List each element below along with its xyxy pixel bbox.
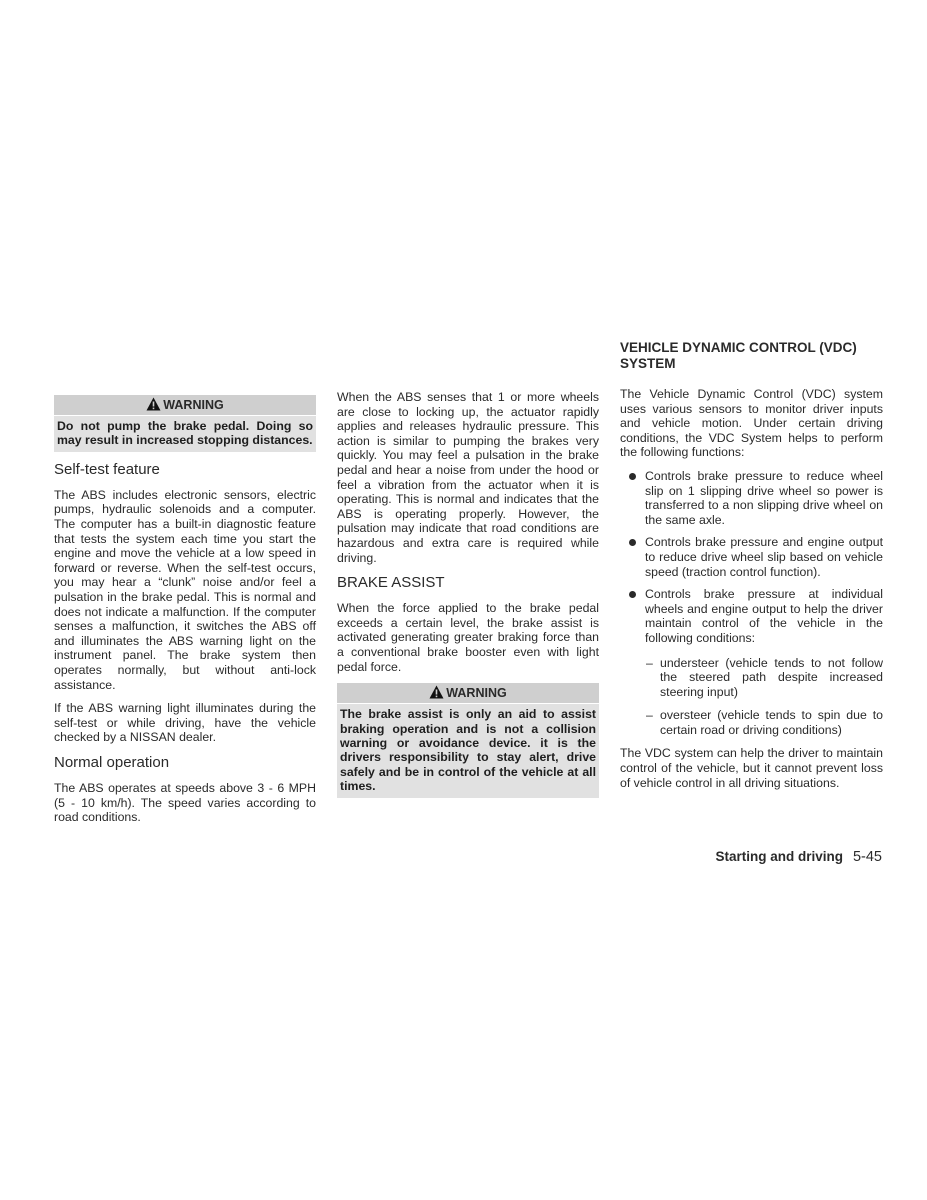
abs-actuator-paragraph: When the ABS senses that 1 or more wheels are close to locking up, the actuator rapidly applies and releases hydraulic pressure. This action is similar to pumping the brakes very quickly. You may feel a pulsation in the brake pedal and hear a noise from under the hood or feel a vibration from the actuator when it is operating. This is normal and indicates that the ABS is operating properly. However, the pulsation may indicate that road conditions are hazardous and extra care is required while driving.: [337, 390, 599, 565]
column-left: [54, 395, 316, 834]
vdc-intro-paragraph: The Vehicle Dynamic Control (VDC) system uses various sensors to monitor driver inputs and vehicle motion. Under certain driving conditions, the VDC System helps to perform the following functions:: [620, 387, 883, 460]
vdc-section-heading: VEHICLE DYNAMIC CONTROL (VDC) SYSTEM: [620, 340, 857, 371]
sub-list-item: – oversteer (vehicle tends to spin due to certain road or driving conditions): [645, 708, 883, 737]
warning-text: Do not pump the brake pedal. Doing so may result in increased stopping distances.: [54, 416, 316, 452]
list-item: [620, 587, 883, 737]
column-middle: [337, 390, 599, 807]
warning-title: WARNING: [163, 398, 224, 412]
page-number: 5-45: [852, 849, 882, 865]
sub-list: [645, 656, 883, 738]
warning-header: [54, 395, 316, 415]
warning-text: The brake assist is only an aid to assist braking operation and is not a collision warning or avoidance device. it is the drivers responsibility to stay alert, drive safely and be in control of the vehicle at all times.: [337, 704, 599, 797]
brake-assist-paragraph: When the force applied to the brake pedal exceeds a certain level, the brake assist is activated generating greater braking force than a conventional brake booster even with light pedal force.: [337, 601, 599, 674]
normal-operation-heading: Normal operation: [54, 753, 170, 771]
list-item-text: Controls brake pressure at individual wheels and engine output to help the driver maintain control of the vehicle in the following conditions:: [645, 587, 883, 645]
sub-list-item: – understeer (vehicle tends to not follow the steered path despite increased steering input): [645, 656, 883, 700]
self-test-paragraph: The ABS includes electronic sensors, electric pumps, hydraulic solenoids and a computer. The computer has a built-in diagnostic feature that tests the system each time you start the engine and move the vehicle at a low speed in forward or reverse. When the self-test occurs, you may hear a “clunk” noise and/or feel a pulsation in the brake pedal. This is normal and does not indicate a malfunction. If the computer senses a malfunction, it switches the ABS off and illuminates the ABS warning light on the instrument panel. The brake system then operates normally, but without anti-lock assistance.: [54, 487, 316, 692]
warning-box-pump: [54, 395, 316, 452]
brake-assist-heading: BRAKE ASSIST: [337, 574, 445, 592]
warning-triangle-icon: [429, 685, 444, 699]
page-footer: [715, 849, 882, 865]
warning-title: WARNING: [446, 686, 507, 701]
vdc-function-list: [620, 469, 883, 738]
list-item: Controls brake pressure to reduce wheel slip on 1 slipping drive wheel so power is transferred to a non slipping drive wheel on the same axle.: [620, 469, 883, 527]
normal-operation-paragraph: The ABS operates at speeds above 3 - 6 MPH (5 - 10 km/h). The speed varies according to road conditions.: [54, 780, 316, 825]
self-test-heading: Self-test feature: [54, 460, 160, 478]
warning-triangle-icon: [146, 397, 161, 411]
vdc-closing-paragraph: The VDC system can help the driver to maintain control of the vehicle, but it cannot prevent loss of vehicle control in all driving situations.: [620, 746, 883, 790]
column-right: [620, 340, 883, 799]
warning-box-brake-assist: [337, 683, 599, 797]
footer-section-name: Starting and driving: [715, 849, 843, 864]
list-item: Controls brake pressure and engine output to reduce drive wheel slip based on vehicle speed (traction control function).: [620, 535, 883, 579]
self-test-paragraph-2: If the ABS warning light illuminates during the self-test or while driving, have the vehicle checked by a NISSAN dealer.: [54, 701, 316, 745]
warning-header: [337, 683, 599, 703]
